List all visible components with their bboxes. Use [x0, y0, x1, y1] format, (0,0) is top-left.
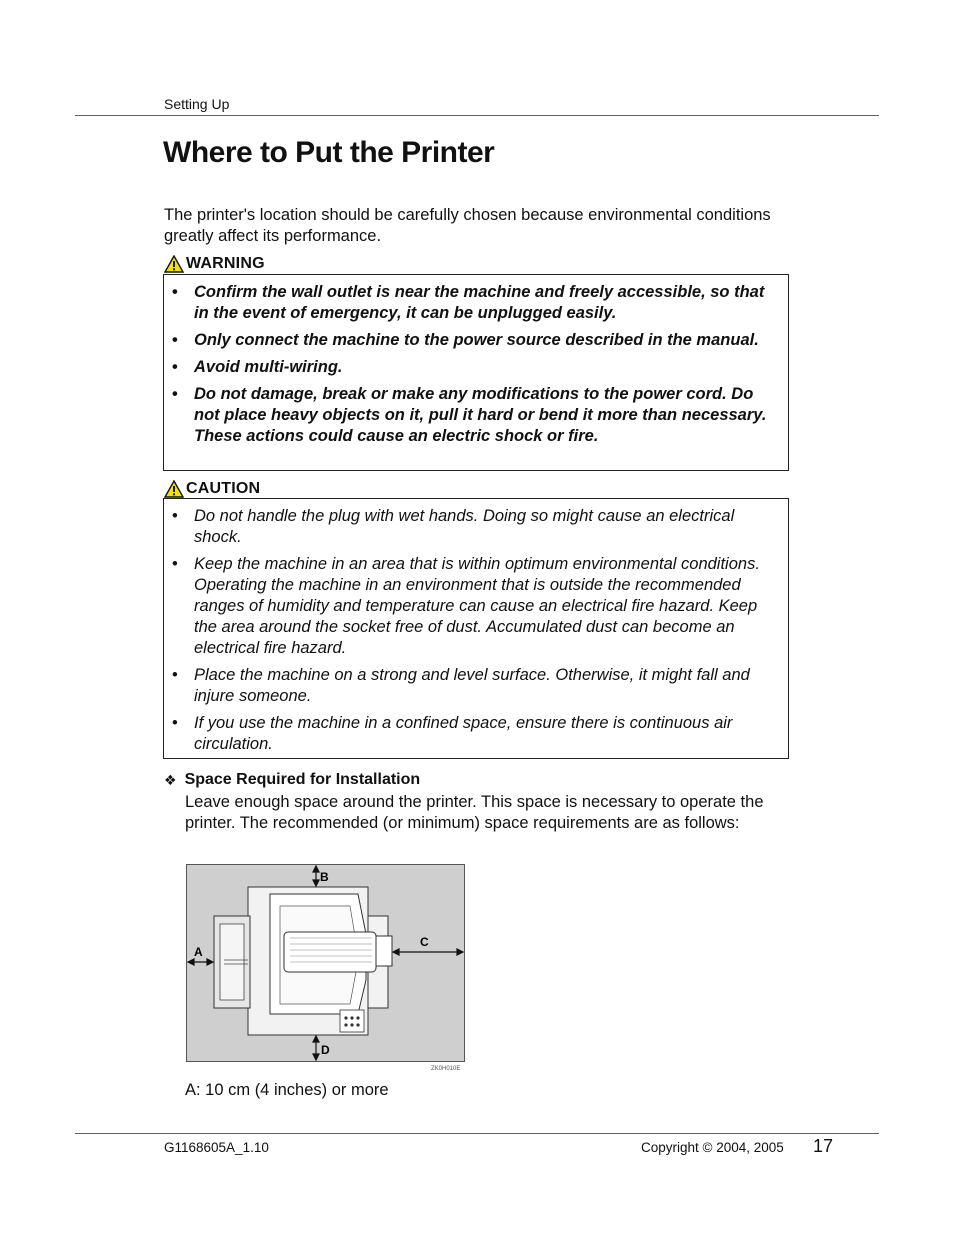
- running-header: Setting Up: [164, 96, 230, 112]
- bullet: •: [172, 283, 178, 301]
- caution-triangle-icon: [164, 480, 184, 498]
- subsection-heading: [164, 771, 420, 789]
- warning-list: [172, 282, 780, 447]
- warning-label-text: WARNING: [186, 255, 265, 272]
- list-item: • Keep the machine in an area that is within optimum environmental conditions. Operating the machine in an environment that is outside the recommended ranges of humidity and temperature can cause an electrical fire hazard. Keep the area around the socket free of dust. Accumulated dust can become an electrical fire hazard.: [172, 555, 760, 657]
- figure-code: ZK0H010E: [431, 1066, 461, 1072]
- bullet: •: [172, 358, 178, 376]
- copyright-notice: Copyright © 2004, 2005: [641, 1140, 784, 1155]
- label-d: D: [321, 1043, 330, 1057]
- page-title: Where to Put the Printer: [163, 136, 495, 169]
- footer-rule: [75, 1133, 879, 1134]
- label-a: A: [194, 945, 203, 959]
- diamond-bullet-icon: ❖: [164, 771, 177, 788]
- list-item: • If you use the machine in a confined space, ensure there is continuous air circulation.: [172, 714, 733, 753]
- page-number: 17: [813, 1136, 834, 1156]
- bullet: •: [172, 555, 178, 573]
- intro-paragraph: The printer's location should be carefully chosen because environmental conditions greatly affect its performance.: [164, 206, 771, 245]
- list-item: • Only connect the machine to the power source described in the manual.: [172, 331, 759, 349]
- caution-label-text: CAUTION: [186, 480, 261, 497]
- list-item: • Confirm the wall outlet is near the machine and freely accessible, so that in the event of emergency, it can be unplugged easily.: [172, 283, 765, 322]
- list-item: • Do not damage, break or make any modifications to the power cord. Do not place heavy objects on it, pull it hard or bend it more than necessary. These actions could cause an electric shock or fire.: [172, 385, 767, 445]
- caution-list: [172, 506, 780, 755]
- bullet: •: [172, 714, 178, 732]
- subsection-heading-text: Space Required for Installation: [184, 771, 421, 788]
- printer-clearance-figure: [186, 864, 465, 1062]
- header-rule: [75, 115, 879, 116]
- warning-label: [164, 255, 265, 273]
- caution-box: [163, 498, 789, 759]
- list-item: • Place the machine on a strong and level surface. Otherwise, it might fall and injure someone.: [172, 666, 750, 705]
- caution-label: [164, 480, 260, 498]
- bullet: •: [172, 507, 178, 525]
- bullet: •: [172, 666, 178, 684]
- warning-triangle-icon: [164, 255, 184, 273]
- figure-caption: A: 10 cm (4 inches) or more: [185, 1081, 389, 1099]
- bullet: •: [172, 331, 178, 349]
- list-item: • Avoid multi-wiring.: [172, 358, 343, 376]
- list-item: • Do not handle the plug with wet hands. Doing so might cause an electrical shock.: [172, 507, 735, 546]
- label-b: B: [320, 870, 329, 884]
- warning-box: [163, 274, 789, 471]
- bullet: •: [172, 385, 178, 403]
- label-c: C: [420, 935, 429, 949]
- space-paragraph: Leave enough space around the printer. This space is necessary to operate the printer. The recommended (or minimum) space requirements are as follows:: [185, 793, 764, 832]
- document-id: G1168605A_1.10: [164, 1140, 269, 1155]
